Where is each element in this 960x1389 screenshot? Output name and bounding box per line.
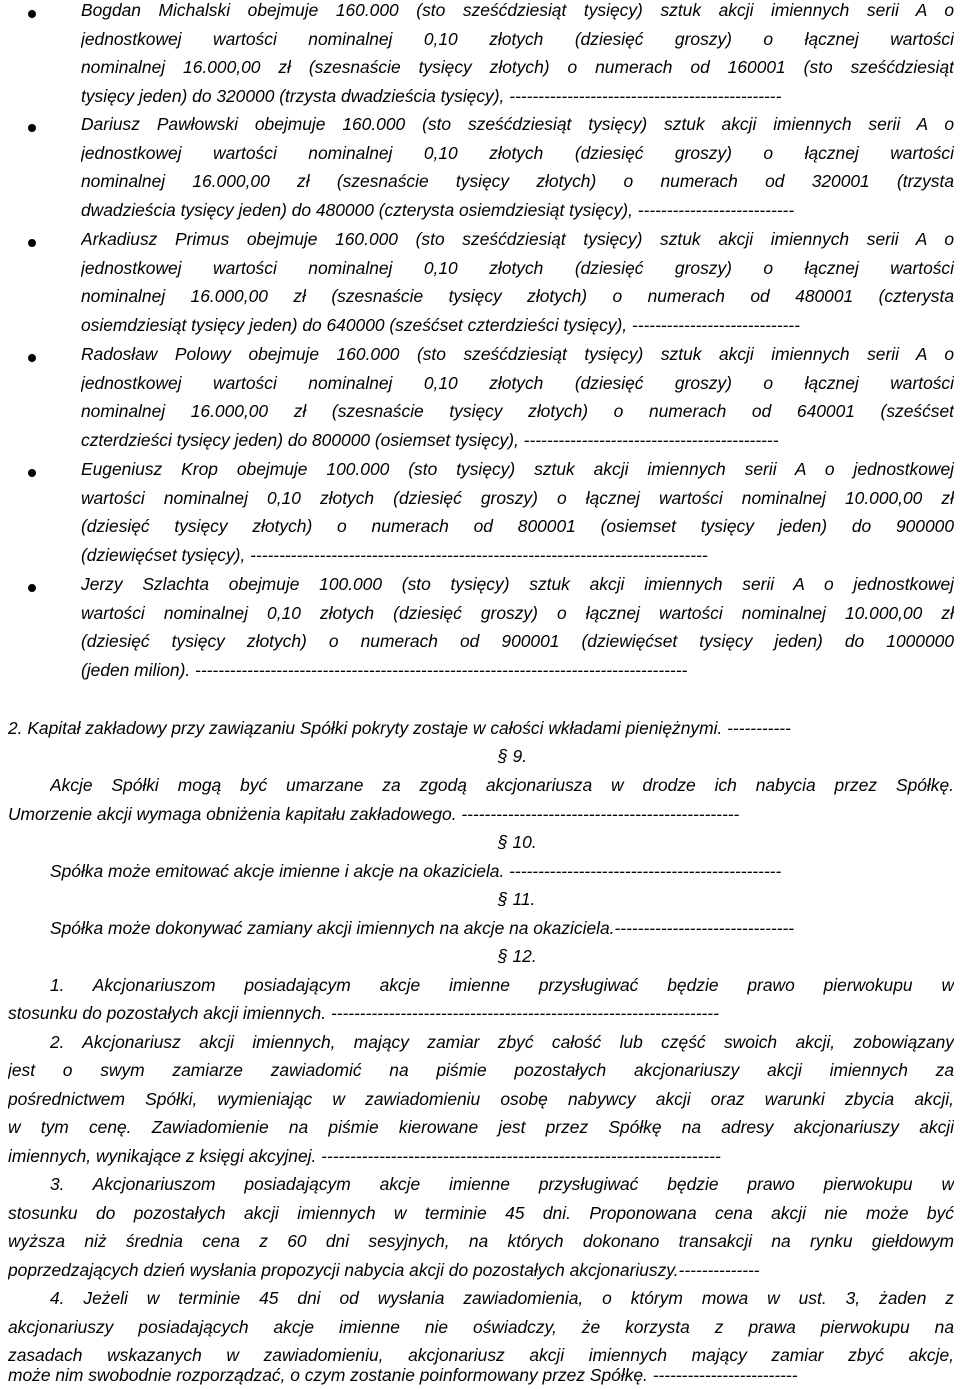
shareholder-line: tysięcy jeden) do 320000 (trzysta dwadzieścia tysięcy), ----------------------------------------------- (81, 85, 782, 106)
shareholder-line: (jeden milion). ------------------------------------------------------------------------------------- (81, 659, 688, 680)
section-heading: § 11. (498, 889, 536, 909)
shareholder-line: Bogdan Michalski obejmuje 160.000 (sto sześćdziesiąt tysięcy) sztuk akcji imiennych serii A o (81, 0, 954, 20)
shareholder-line: jednostkowej wartości nominalnej 0,10 złotych (dziesięć groszy) o łącznej wartości (81, 372, 954, 393)
paragraph-line: jest o swym zamiarze zawiadomić na piśmie pozostałych akcjonariuszy akcji imiennych za (8, 1060, 954, 1080)
paragraph-line: stosunku do pozostałych akcji imiennych. ------------------------------------------------------------------- (8, 1003, 719, 1023)
bullet-dot (28, 584, 36, 592)
bullet-dot (28, 354, 36, 362)
paragraph-line: imiennych, wynikające z księgi akcyjnej. --------------------------------------------------------------------- (8, 1145, 721, 1166)
paragraph-line: stosunku do pozostałych akcji imiennych w terminie 45 dni. Proponowana cena akcji nie może być (8, 1202, 954, 1223)
shareholder-line: Radosław Polowy obejmuje 160.000 (sto sześćdziesiąt tysięcy) sztuk akcji imiennych serii A o (81, 344, 954, 364)
paragraph-line: 2. Akcjonariusz akcji imiennych, mający zamiar zbyć całość lub część swoich akcji, zobowiązany (50, 1031, 954, 1052)
paragraph-line: Umorzenie akcji wymaga obniżenia kapitału zakładowego. ------------------------------------------------ (8, 803, 740, 824)
paragraph-line: w tym cenę. Zawiadomienie na piśmie kierowane jest przez Spółkę na adresy akcjonariuszy akcji (8, 1117, 954, 1137)
shareholder-line: Dariusz Pawłowski obejmuje 160.000 (sto sześćdziesiąt tysięcy) sztuk akcji imiennych serii A o (81, 114, 954, 134)
shareholder-line: czterdzieści tysięcy jeden) do 800000 (osiemset tysięcy), -------------------------------------------- (81, 429, 779, 450)
shareholder-line: nominalnej 16.000,00 zł (szesnaście tysięcy złotych) o numerach od 320001 (trzysta (81, 171, 954, 191)
shareholder-line: nominalnej 16.000,00 zł (szesnaście tysięcy złotych) o numerach od 160001 (sto sześćdziesiąt (81, 57, 954, 77)
shareholder-line: wartości nominalnej 0,10 złotych (dziesięć groszy) o łącznej wartości nominalnej 10.000,00 zł (81, 602, 954, 623)
paragraph-line: zasadach wskazanych w zawiadomieniu, akcjonariusz akcji imiennych mający zamiar zbyć akcje, (8, 1345, 954, 1365)
section-heading: § 9. (498, 746, 528, 766)
paragraph-line: Spółka może dokonywać zamiany akcji imiennych na akcje na okaziciela.------------------------------- (50, 917, 795, 938)
paragraph-line: poprzedzających dzień wysłania propozycji nabycia akcji do pozostałych akcjonariuszy.-------------- (8, 1259, 760, 1280)
shareholder-line: wartości nominalnej 0,10 złotych (dziesięć groszy) o łącznej wartości nominalnej 10.000,00 zł (81, 487, 954, 508)
bullet-dot (28, 124, 36, 132)
bullet-dot (28, 469, 36, 477)
paragraph-line: 3. Akcjonariuszom posiadającym akcje imienne przysługiwać będzie prawo pierwokupu w (50, 1174, 954, 1194)
shareholder-line: nominalnej 16.000,00 zł (szesnaście tysięcy złotych) o numerach od 640001 (sześćset (81, 401, 954, 421)
shareholder-line: Arkadiusz Primus obejmuje 160.000 (sto sześćdziesiąt tysięcy) sztuk akcji imiennych serii A o (81, 229, 954, 249)
paragraph-line: 4. Jeżeli w terminie 45 dni od wysłania zawiadomienia, o którym mowa w ust. 3, żaden z (50, 1288, 954, 1308)
section-heading: § 10. (498, 832, 537, 852)
paragraph-line: Spółka może emitować akcje imienne i akcje na okaziciela. ----------------------------------------------- (50, 860, 782, 881)
shareholder-line: (dziesięć tysięcy złotych) o numerach od 900001 (dziewięćset tysięcy jeden) do 1000000 (81, 631, 954, 651)
paragraph-line: może nim swobodnie rozporządzać, o czym zostanie poinformowany przez Spółkę. ------------------------- (8, 1365, 798, 1385)
shareholder-line: nominalnej 16.000,00 zł (szesnaście tysięcy złotych) o numerach od 480001 (czterysta (81, 286, 954, 306)
paragraph-line: 1. Akcjonariuszom posiadającym akcje imienne przysługiwać będzie prawo pierwokupu w (50, 974, 954, 995)
shareholder-line: Jerzy Szlachta obejmuje 100.000 (sto tysięcy) sztuk akcji imiennych serii A o jednostkowej (81, 574, 954, 594)
capital-paragraph: 2. Kapitał zakładowy przy zawiązaniu Spółki pokryty zostaje w całości wkładami pieniężnymi. ----------- (8, 718, 791, 738)
bullet-dot (28, 10, 36, 18)
paragraph-line: Akcje Spółki mogą być umarzane za zgodą akcjonariusza w drodze ich nabycia przez Spółkę. (50, 775, 954, 795)
paragraph-line: pośrednictwem Spółki, wymieniając w zawiadomieniu osobę nabywcy akcji oraz warunki zbycia akcji, (8, 1088, 954, 1109)
shareholder-line: jednostkowej wartości nominalnej 0,10 złotych (dziesięć groszy) o łącznej wartości (81, 142, 954, 163)
shareholder-line: jednostkowej wartości nominalnej 0,10 złotych (dziesięć groszy) o łącznej wartości (81, 257, 954, 278)
shareholder-line: (dziesięć tysięcy złotych) o numerach od 800001 (osiemset tysięcy jeden) do 900000 (81, 516, 954, 536)
shareholder-line: jednostkowej wartości nominalnej 0,10 złotych (dziesięć groszy) o łącznej wartości (81, 28, 954, 49)
shareholder-line: osiemdziesiąt tysięcy jeden) do 640000 (sześćset czterdzieści tysięcy), ----------------------------- (81, 314, 800, 335)
shareholder-line: (dziewięćset tysięcy), ------------------------------------------------------------------------------- (81, 544, 708, 565)
paragraph-line: wyższa niż średnia cena z 60 dni sesyjnych, na których dokonano transakcji na rynku giełdowym (8, 1231, 954, 1251)
bullet-dot (28, 239, 36, 247)
paragraph-line: akcjonariuszy posiadających akcje imienne nie oświadczy, że korzysta z prawa pierwokupu na (8, 1316, 954, 1337)
section-heading: § 12. (498, 946, 537, 966)
shareholder-line: Eugeniusz Krop obejmuje 100.000 (sto tysięcy) sztuk akcji imiennych serii A o jednostkowej (81, 459, 954, 479)
shareholder-line: dwadzieścia tysięcy jeden) do 480000 (czterysta osiemdziesiąt tysięcy), --------------------------- (81, 199, 795, 220)
